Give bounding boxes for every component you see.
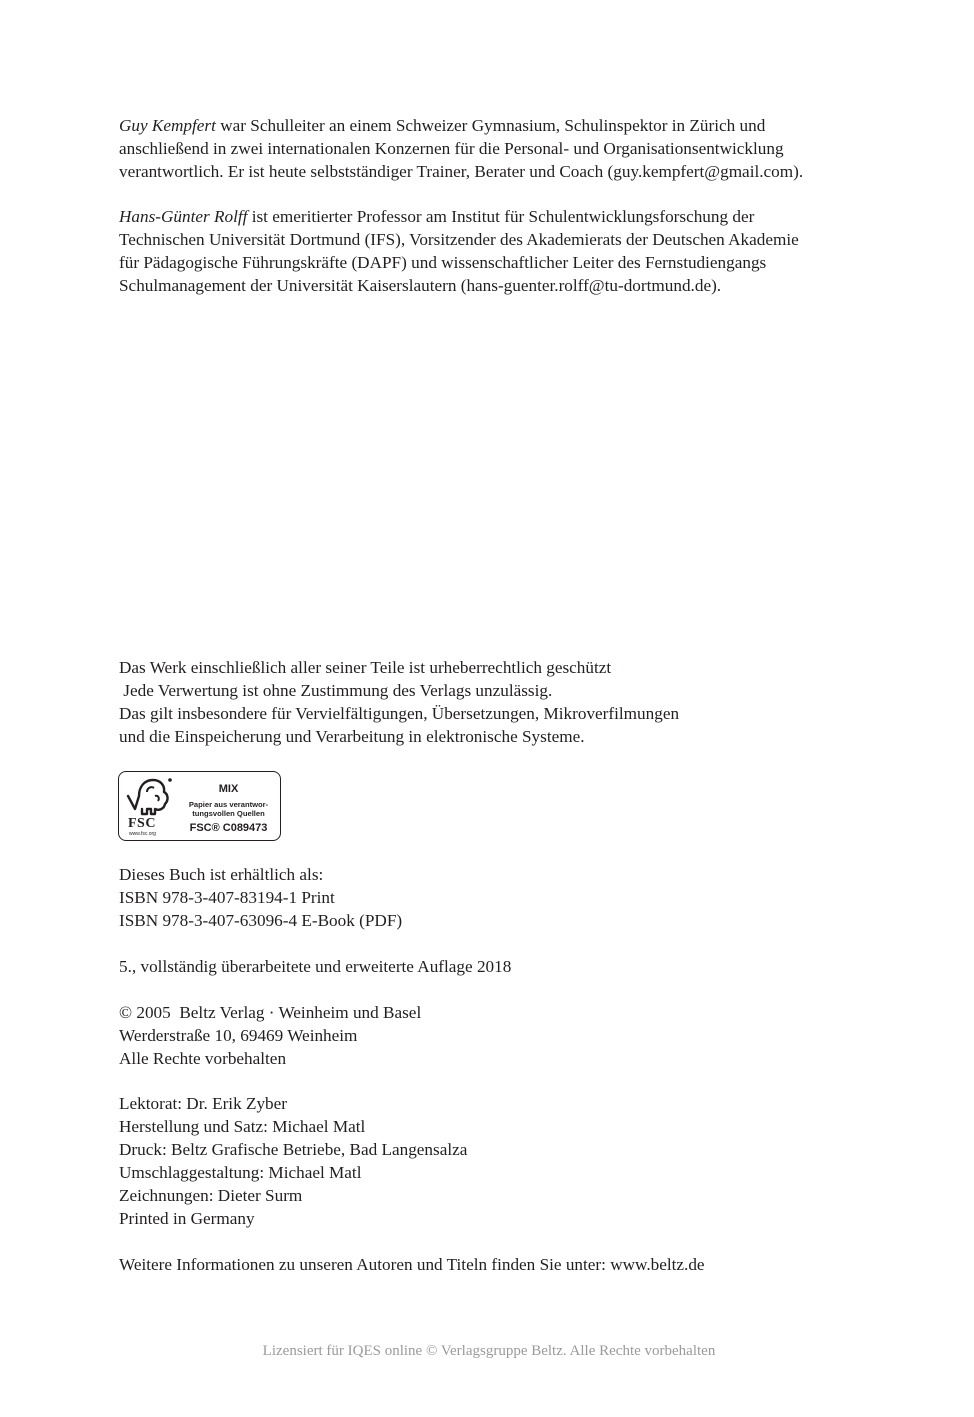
bio-line: Guy Kempfert war Schulleiter an einem Schweizer Gymnasium, Schulinspektor in Zürich und [119, 116, 766, 135]
bio-line: anschließend in zwei internationalen Konzernen für die Personal- und Organisationsentwicklung [119, 139, 784, 158]
notice-line: Jede Verwertung ist ohne Zustimmung des Verlags unzulässig. [119, 681, 553, 700]
credit-line: Lektorat: Dr. Erik Zyber [119, 1094, 287, 1113]
credits [119, 1092, 467, 1230]
publisher-line: Werderstraße 10, 69469 Weinheim [119, 1026, 358, 1045]
publisher-info [119, 1001, 421, 1070]
bio-line: Hans-Günter Rolff ist emeritierter Professor am Institut für Schulentwicklungsforschung der [119, 207, 755, 226]
more-info-line: Weitere Informationen zu unseren Autoren und Titeln finden Sie unter: www.beltz.de [119, 1255, 705, 1274]
bio-line: verantwortlich. Er ist heute selbstständiger Trainer, Berater und Coach (guy.kempfert@gmail.com). [119, 162, 804, 181]
edition-line: 5., vollständig überarbeitete und erweiterte Auflage 2018 [119, 957, 512, 976]
availability-line: Dieses Buch ist erhältlich als: [119, 865, 324, 884]
credit-line: Zeichnungen: Dieter Surm [119, 1186, 303, 1205]
author-bio-kempfert [119, 114, 803, 183]
fsc-description: Papier aus verantwor- tungsvollen Quellen [188, 800, 269, 818]
isbn-print: ISBN 978-3-407-83194-1 Print [119, 888, 335, 907]
fsc-logo [118, 771, 281, 841]
isbn-ebook: ISBN 978-3-407-63096-4 E-Book (PDF) [119, 911, 403, 930]
notice-line: und die Einspeicherung und Verarbeitung in elektronische Systeme. [119, 727, 585, 746]
edition-info [119, 955, 511, 978]
notice-line: Das Werk einschließlich aller seiner Teile ist urheberrechtlich geschützt [119, 658, 612, 677]
fsc-code: FSC® C089473 [189, 822, 268, 834]
fsc-word: FSC [128, 816, 156, 831]
author-bio-rolff [119, 205, 799, 297]
more-info [119, 1253, 705, 1276]
fsc-url: www.fsc.org [129, 831, 156, 837]
credit-line: Druck: Beltz Grafische Betriebe, Bad Langensalza [119, 1140, 468, 1159]
license-footer: Lizensiert für IQES online © Verlagsgruppe Beltz. Alle Rechte vorbehalten [262, 1343, 716, 1359]
author-name: Guy Kempfert [119, 116, 216, 135]
availability-info [119, 863, 402, 932]
bio-line: Schulmanagement der Universität Kaiserslautern (hans-guenter.rolff@tu-dortmund.de). [119, 276, 722, 295]
fsc-tree-checkmark-icon [125, 776, 173, 818]
publisher-line: © 2005 Beltz Verlag · Weinheim und Basel [119, 1003, 422, 1022]
fsc-mix-label: MIX [218, 783, 239, 795]
bio-line: Technischen Universität Dortmund (IFS), Vorsitzender des Akademierats der Deutschen Akademie [119, 230, 799, 249]
notice-line: Das gilt insbesondere für Vervielfältigungen, Übersetzungen, Mikroverfilmungen [119, 704, 680, 723]
credit-line: Herstellung und Satz: Michael Matl [119, 1117, 366, 1136]
publisher-line: Alle Rechte vorbehalten [119, 1049, 287, 1068]
credit-line: Printed in Germany [119, 1209, 255, 1228]
copyright-notice [119, 656, 679, 748]
bio-line: für Pädagogische Führungskräfte (DAPF) und wissenschaftlicher Leiter des Fernstudiengangs [119, 253, 767, 272]
author-name: Hans-Günter Rolff [119, 207, 248, 226]
credit-line: Umschlaggestaltung: Michael Matl [119, 1163, 362, 1182]
